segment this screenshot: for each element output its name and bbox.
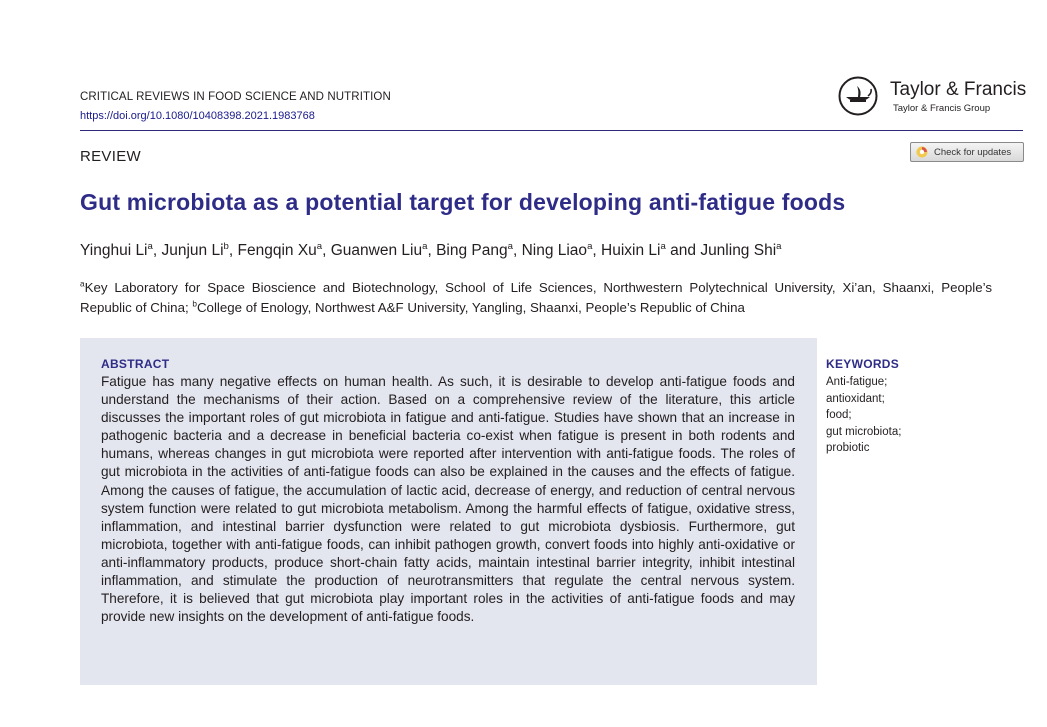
author-name[interactable]: Huixin Li — [601, 242, 661, 259]
header-divider — [80, 130, 1023, 131]
keyword-item: gut microbiota; — [826, 425, 902, 438]
affiliation-mark: b — [223, 240, 229, 252]
author-name[interactable]: Guanwen Liu — [330, 242, 423, 259]
keyword-item: Anti-fatigue; — [826, 376, 888, 388]
check-updates-label: Check for updates — [934, 146, 1012, 158]
author-list — [80, 242, 990, 260]
doi-link[interactable]: https://doi.org/10.1080/10408398.2021.1983768 — [80, 110, 315, 122]
publisher-name: Taylor & Francis — [890, 79, 1027, 100]
affiliation-mark: a — [422, 240, 428, 252]
author-separator: , — [322, 242, 331, 259]
author-separator: , — [512, 242, 522, 259]
author-separator: , — [427, 242, 437, 259]
abstract-text: Fatigue has many negative effects on human health. As such, it is desirable to develop anti-fatigue foods and understand the mechanisms of their action. Based on a comprehensive review of the literature, this article discusses the important roles of gut microbiota in fatigue and anti-fatigue. Studies have shown that an increase in pathogenic bacteria and a decrease in beneficial bacteria co-exist when fatigue is present in both rodents and humans, whereas changes in gut microbiota were reported after intervention with anti-fatigue foods. The roles of gut microbiota in the activities of anti-fatigue foods can also be explained in the causes and the effects of fatigue. Among the causes of fatigue, the accumulation of lactic acid, decrease of energy, and reduction of central nervous system function were related to gut microbiota metabolism. Among the harmful effects of fatigue, oxidative stress, inflammation, and intestinal barrier dysfunction were related to gut microbiota dysbiosis. Furthermore, gut microbiota, together with anti-fatigue foods, can inhibit pathogen growth, convert foods into highly anti-oxidative or anti-inflammatory products, produce short-chain fatty acids, maintain intestinal barrier integrity, inhibit intestinal inflammation, and stimulate the production of neurotransmitters that regulate the central nervous system. Therefore, it is believed that gut microbiota play important roles in the activities of anti-fatigue foods and may provide new insights on the development of anti-fatigue foods. — [101, 374, 795, 625]
lamp-logo-icon — [838, 76, 878, 116]
keywords-list — [826, 374, 1006, 457]
affiliation-mark: a — [316, 240, 323, 252]
author-name[interactable]: Junjun Li — [161, 242, 224, 259]
affiliation-mark: a — [80, 279, 85, 289]
author-separator: , — [592, 242, 602, 259]
article-type: REVIEW — [80, 148, 141, 165]
author-name[interactable]: Bing Pang — [436, 242, 508, 259]
affiliation-mark: a — [507, 240, 513, 252]
affiliation-text: College of Enology, Northwest A&F University, Yangling, Shaanxi, People’s Republic of China — [196, 299, 745, 315]
affiliation-mark: a — [147, 240, 153, 252]
journal-name: CRITICAL REVIEWS IN FOOD SCIENCE AND NUTRITION — [80, 91, 391, 103]
affiliation-mark: a — [776, 240, 782, 252]
author-name[interactable]: Yinghui Li — [80, 242, 148, 259]
author-separator: and — [665, 242, 701, 259]
affiliation-mark: a — [660, 240, 666, 252]
keyword-item: food; — [826, 409, 852, 422]
affiliation-mark: a — [587, 240, 593, 252]
affiliation-mark: b — [192, 299, 197, 309]
author-separator: , — [228, 242, 238, 259]
publisher-group: Taylor & Francis Group — [893, 103, 991, 114]
check-updates-icon — [916, 146, 928, 158]
affiliations — [80, 278, 992, 317]
publisher-logo[interactable] — [838, 76, 1028, 120]
article-title: Gut microbiota as a potential target for developing anti-fatigue foods — [80, 189, 846, 215]
abstract-heading: ABSTRACT — [101, 357, 170, 371]
author-name[interactable]: Ning Liao — [521, 242, 588, 259]
keyword-item: probiotic — [826, 442, 870, 455]
check-for-updates-button[interactable] — [910, 142, 1024, 162]
author-name[interactable]: Fengqin Xu — [237, 242, 317, 259]
author-separator: , — [152, 242, 162, 259]
keyword-item: antioxidant; — [826, 392, 885, 405]
keywords-heading: KEYWORDS — [826, 357, 900, 371]
author-name[interactable]: Junling Shi — [700, 242, 777, 259]
affiliation-text: Key Laboratory for Space Bioscience and Biotechnology, School of Life Sciences, Northwestern Polytechnical University, Xi’an, Shaanxi, People’s Republic of China; — [80, 280, 992, 315]
